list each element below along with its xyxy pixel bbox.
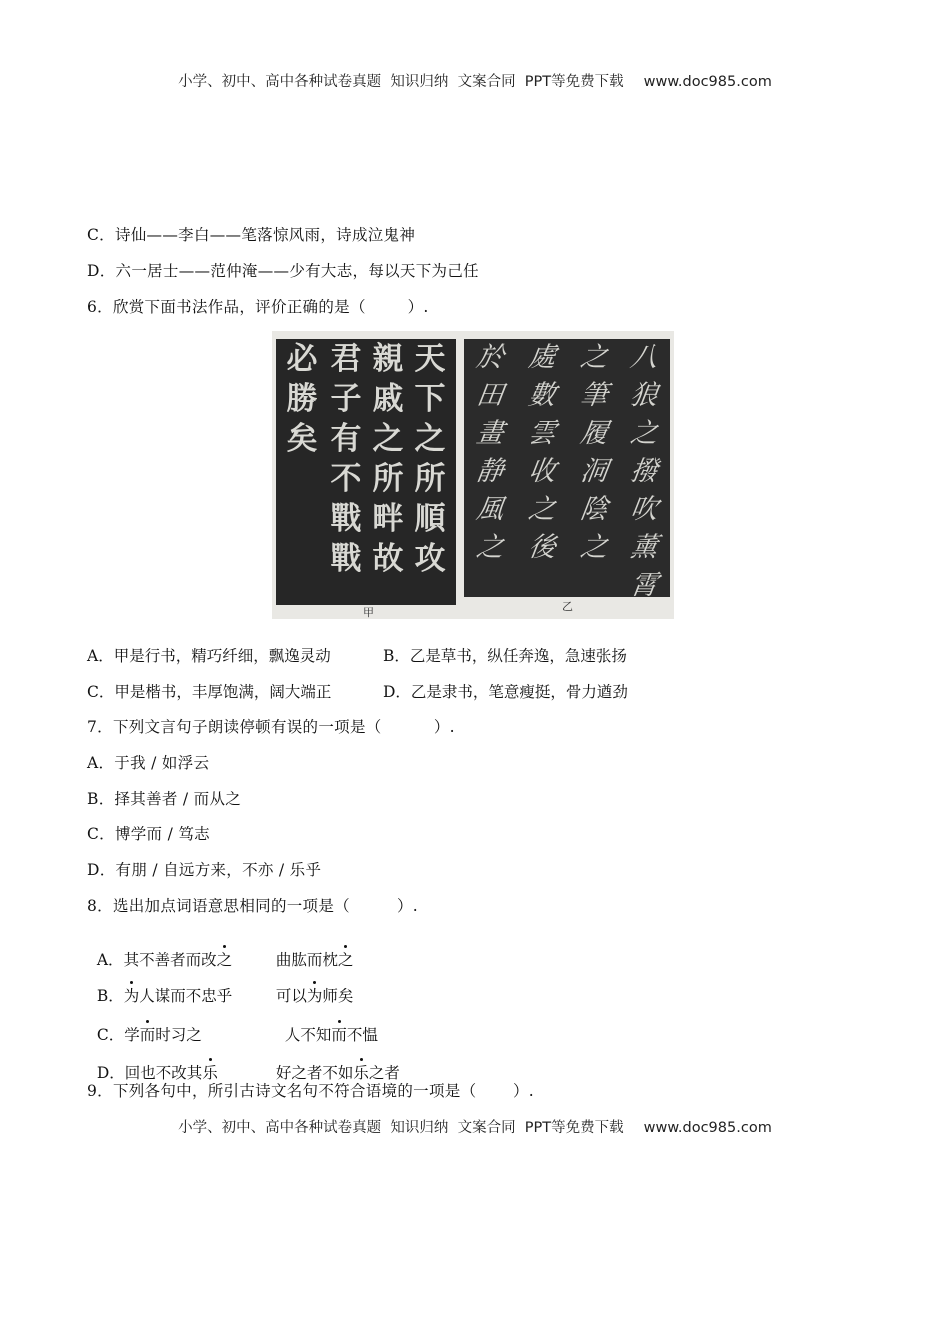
q8-d-label: D． <box>96 1064 125 1082</box>
jia-glyph: 不 <box>330 461 362 497</box>
q8-b-s2-post: 师矣 <box>322 987 354 1005</box>
jia-glyph: 攻 <box>414 541 446 577</box>
yi-glyph: 之 <box>628 418 660 449</box>
q6-option-c: C．甲是楷书，丰厚饱满，阔大端正 <box>87 683 332 701</box>
yi-glyph: 收 <box>526 456 558 487</box>
yi-glyph: 洞 <box>578 456 610 487</box>
page-footer <box>0 1116 950 1137</box>
yi-column-2 <box>574 339 614 567</box>
yi-glyph: 静 <box>474 456 506 487</box>
q8-a-s2-pre: 曲肱而枕 <box>275 951 338 969</box>
q8-d-s2-pre: 好之者不如 <box>275 1064 354 1082</box>
q7-option-b: B．择其善者 / 而从之 <box>87 790 242 808</box>
yi-glyph: 陰 <box>578 494 610 525</box>
yi-glyph: 薰 <box>628 532 660 563</box>
q7-stem: 7．下列文言句子朗读停顿有误的一项是（ ）. <box>87 718 455 736</box>
yi-glyph: 於 <box>474 342 506 373</box>
q7-option-c: C．博学而 / 笃志 <box>87 825 210 843</box>
jia-glyph: 勝 <box>286 381 318 417</box>
q9-stem: 9．下列各句中，所引古诗文名句不符合语境的一项是（ ）. <box>87 1082 534 1100</box>
jia-glyph: 必 <box>286 341 318 377</box>
yi-glyph: 風 <box>474 494 506 525</box>
q8-b-s1-post: 人谋而不忠乎 <box>139 987 233 1005</box>
header-site: www.doc985.com <box>643 74 772 90</box>
jia-glyph: 順 <box>414 501 446 537</box>
yi-glyph: 後 <box>526 532 558 563</box>
yi-column-4 <box>470 339 510 567</box>
q8-a-s2-dotted: 之 <box>338 948 354 970</box>
q8-b-s2-pre: 可以 <box>275 987 307 1005</box>
q8-a-label: A． <box>96 951 124 969</box>
q8-c-s1-post: 时习之 <box>155 1026 202 1044</box>
q6-option-b: B．乙是草书，纵任奔逸，急速张扬 <box>383 647 627 665</box>
q7-option-d: D．有朋 / 自远方来，不亦 / 乐乎 <box>87 861 322 879</box>
yi-column-3 <box>522 339 562 567</box>
q6-option-a: A．甲是行书，精巧纤细，飘逸灵动 <box>87 647 331 665</box>
q8-c-s1-dotted: 而 <box>140 1023 156 1045</box>
header-text: 小学、初中、高中各种试卷真题 知识归纳 文案合同 PPT等免费下载 <box>178 74 624 90</box>
jia-glyph: 所 <box>372 461 404 497</box>
q8-d-s2-post: 之者 <box>368 1064 400 1082</box>
q8-option-a <box>87 930 232 970</box>
yi-glyph: 履 <box>578 418 610 449</box>
yi-glyph: 撥 <box>628 456 660 487</box>
q5-option-c: C．诗仙——李白——笔落惊风雨，诗成泣鬼神 <box>87 226 416 244</box>
jia-glyph: 之 <box>414 421 446 457</box>
q8-option-b <box>87 966 232 1006</box>
q8-b-label: B． <box>96 987 124 1005</box>
yi-glyph: 吹 <box>628 494 660 525</box>
jia-glyph: 子 <box>330 381 362 417</box>
jia-glyph: 矣 <box>286 421 318 457</box>
jia-column-1 <box>410 339 450 579</box>
page-header <box>0 70 950 91</box>
q8-option-c <box>87 1005 202 1045</box>
jia-glyph: 畔 <box>372 501 404 537</box>
yi-glyph: 畫 <box>474 418 506 449</box>
q8-option-b-second <box>266 966 353 1006</box>
yi-glyph: 之 <box>578 342 610 373</box>
yi-glyph: 之 <box>578 532 610 563</box>
q7-option-a: A．于我 / 如浮云 <box>87 754 210 772</box>
jia-glyph: 有 <box>330 421 362 457</box>
figure-label-yi: 乙 <box>562 600 573 613</box>
q8-a-s1-pre: 其不善者而改 <box>123 951 217 969</box>
yi-glyph: 之 <box>526 494 558 525</box>
q5-option-d: D．六一居士——范仲淹——少有大志，每以天下为己任 <box>87 262 479 280</box>
jia-glyph: 故 <box>372 541 404 577</box>
q8-c-s2-dotted: 而 <box>331 1023 347 1045</box>
q8-option-c-second <box>275 1005 378 1045</box>
yi-glyph: 雲 <box>526 418 558 449</box>
yi-glyph: 狼 <box>628 380 660 411</box>
q8-option-d <box>87 1043 218 1083</box>
q8-d-s2-dotted: 乐 <box>353 1061 369 1083</box>
footer-text: 小学、初中、高中各种试卷真题 知识归纳 文案合同 PPT等免费下载 <box>178 1120 624 1136</box>
yi-glyph: 之 <box>474 532 506 563</box>
q6-stem: 6．欣赏下面书法作品，评价正确的是（ ）. <box>87 298 429 316</box>
q8-d-s1-dotted: 乐 <box>202 1061 218 1083</box>
q8-a-s1-dotted: 之 <box>217 948 233 970</box>
yi-glyph: 筆 <box>578 380 610 411</box>
jia-glyph: 戰 <box>330 541 362 577</box>
yi-glyph: 田 <box>474 380 506 411</box>
footer-site: www.doc985.com <box>643 1120 772 1136</box>
yi-glyph: 處 <box>526 342 558 373</box>
jia-glyph: 所 <box>414 461 446 497</box>
jia-glyph: 戰 <box>330 501 362 537</box>
q8-d-s1-pre: 回也不改其 <box>124 1064 203 1082</box>
q8-stem: 8．选出加点词语意思相同的一项是（ ）. <box>87 897 419 915</box>
q8-option-d-second <box>266 1043 400 1083</box>
q8-c-label: C． <box>96 1026 125 1044</box>
yi-glyph: 八 <box>628 342 660 373</box>
calligraphy-figure <box>272 331 674 619</box>
jia-glyph: 天 <box>414 341 446 377</box>
q8-c-s1-pre: 学 <box>124 1026 140 1044</box>
yi-glyph: 數 <box>526 380 558 411</box>
q8-option-a-second <box>266 930 353 970</box>
jia-glyph: 戚 <box>372 381 404 417</box>
q8-c-s2-post: 不愠 <box>346 1026 378 1044</box>
q8-b-s2-dotted: 为 <box>307 984 323 1006</box>
jia-glyph: 下 <box>414 381 446 417</box>
calligraphy-jia-panel <box>276 339 456 605</box>
q8-c-s2-pre: 人不知 <box>284 1026 332 1044</box>
jia-column-2 <box>368 339 408 579</box>
jia-column-3 <box>326 339 366 579</box>
jia-glyph: 君 <box>330 341 362 377</box>
jia-glyph: 之 <box>372 421 404 457</box>
jia-glyph: 親 <box>372 341 404 377</box>
figure-label-jia: 甲 <box>363 606 374 619</box>
q8-b-s1-dotted: 为 <box>124 984 140 1006</box>
yi-glyph: 霄 <box>628 570 660 601</box>
yi-column-1 <box>624 339 664 605</box>
q6-option-d: D．乙是隶书，笔意瘦挺，骨力遒劲 <box>383 683 628 701</box>
jia-column-4 <box>282 339 322 459</box>
calligraphy-yi-panel <box>464 339 670 601</box>
